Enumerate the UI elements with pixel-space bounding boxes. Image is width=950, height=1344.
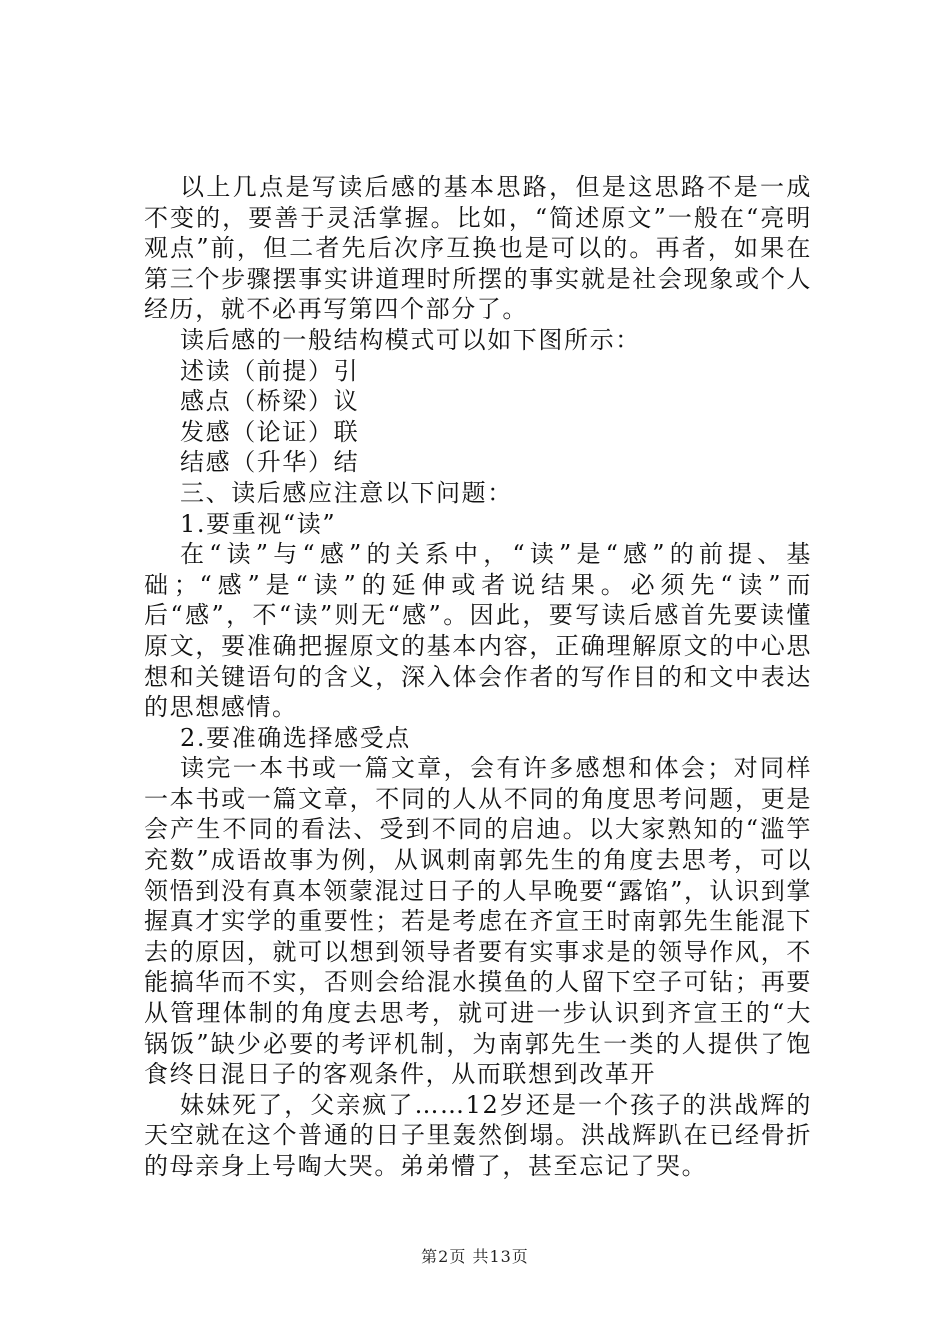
structure-line-4: 结感（升华）结 bbox=[180, 448, 360, 477]
structure-line-3: 发感（论证）联 bbox=[180, 417, 360, 446]
structure-line-1: 述读（前提）引 bbox=[180, 356, 360, 385]
paragraph-story: 妹妹死了，父亲疯了……12岁还是一个孩子的洪战辉的天空就在这个普通的日子里轰然倒塌。洪战辉趴在已经骨折的母亲身上号啕大哭。弟弟懵了，甚至忘记了哭。 bbox=[144, 1090, 812, 1180]
paragraph-reading-importance: 在“读”与“感”的关系中，“读”是“感”的前提、基础；“感”是“读”的延伸或者说结果。必须先“读”而后“感”，不“读”则无“感”。因此，要写读后感首先要读懂原文，要准确把握原文的基本内容，正确理解原文的中心思想和关键语句的含义，深入体会作者的写作目的和文中表达的思想感情。 bbox=[144, 540, 812, 722]
paragraph-thinking-flexibility: 以上几点是写读后感的基本思路，但是这思路不是一成不变的，要善于灵活掌握。比如，“简述原文”一般在“亮明观点”前，但二者先后次序互换也是可以的。再者，如果在第三个步骤摆事实讲道理时所摆的事实就是社会现象或个人经历，就不必再写第四个部分了。 bbox=[144, 173, 812, 324]
document-body bbox=[144, 172, 812, 1182]
paragraph-choose-point: 读完一本书或一篇文章，会有许多感想和体会；对同样一本书或一篇文章，不同的人从不同的角度思考问题，更是会产生不同的看法、受到不同的启迪。以大家熟知的“滥竽充数”成语故事为例，从讽刺南郭先生的角度去思考，可以领悟到没有真本领蒙混过日子的人早晚要“露馅”，认识到掌握真才实学的重要性；若是考虑在齐宣王时南郭先生能混下去的原因，就可以想到领导者要有实事求是的领导作风，不能搞华而不实，否则会给混水摸鱼的人留下空子可钻；再要从管理体制的角度去思考，就可进一步认识到齐宣王的“大锅饭”缺少必要的考评机制，为南郭先生一类的人提供了饱食终日混日子的客观条件，从而联想到改革开 bbox=[144, 754, 812, 1089]
subheading-choose-point: 2.要准确选择感受点 bbox=[180, 723, 411, 752]
page-footer: 第2页 共13页 bbox=[421, 1247, 529, 1266]
paragraph-structure-intro: 读后感的一般结构模式可以如下图所示： bbox=[180, 325, 641, 354]
section-heading-notes: 三、读后感应注意以下问题： bbox=[180, 478, 513, 507]
subheading-reading: 1.要重视“读” bbox=[180, 509, 337, 538]
structure-line-2: 感点（桥梁）议 bbox=[180, 387, 360, 416]
